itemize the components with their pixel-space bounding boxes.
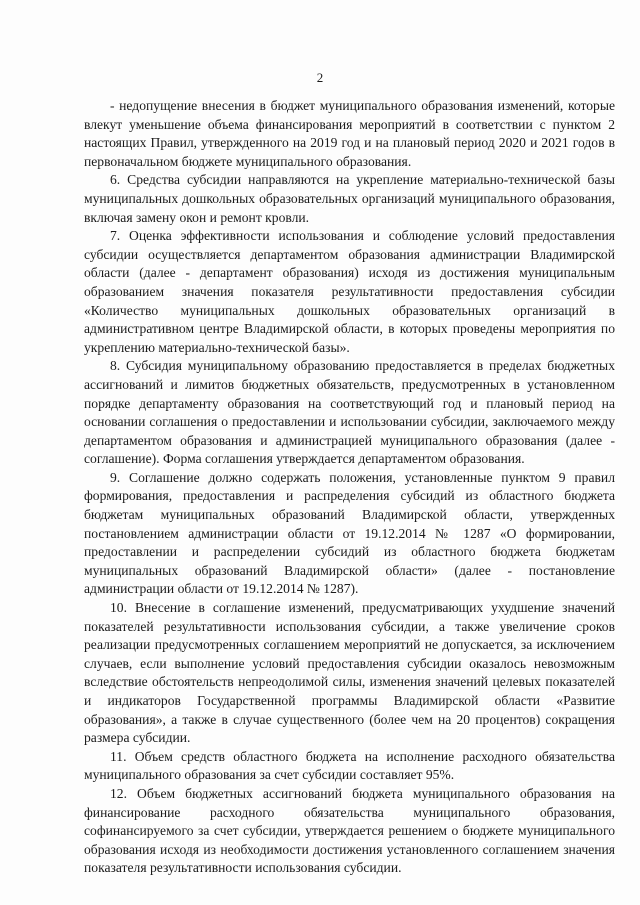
paragraph-1: - недопущение внесения в бюджет муниципального образования изменений, которые влекут уменьшение объема финансирования мероприятий в соответствии с пунктом 2 настоящих Правил, утвержденного на 2019 год и на плановый период 2020 и 2021 годов в первоначальном бюджете муниципального образования. [84,98,615,169]
paragraph-10: 10. Внесение в соглашение изменений, предусматривающих ухудшение значений показателей результативности использования субсидии, а также увеличение сроков реализации предусмотренных соглашением мероприятий не допускается, за исключением случаев, если выполнение условий предоставления субсидии оказалось невозможным вследствие обстоятельств непреодолимой силы, изменения значений целевых показателей и индикаторов Государственной программы Владимирской области «Развитие образования», а также в случае существенного (более чем на 20 процентов) сокращения размера субсидии. [84,600,615,746]
paragraph-7: 7. Оценка эффективности использования и соблюдение условий предоставления субсидии осуществляется департаментом образования администрации Владимирской области (далее - департамент образования) исходя из достижения муниципальным образованием значения показателя результативности предоставления субсидии «Количество муниципальных дошкольных образовательных организаций в административном центре Владимирской области, в которых проведены мероприятия по укреплению материально-технической базы». [84,228,615,355]
paragraph-6: 6. Средства субсидии направляются на укрепление материально-технической базы муниципальных дошкольных образовательных организаций муниципального образования, включая замену окон и ремонт кровли. [84,172,615,225]
paragraph-8: 8. Субсидия муниципальному образованию предоставляется в пределах бюджетных ассигнований и лимитов бюджетных обязательств, предусмотренных в установленном порядке департаменту образования на соответствующий год и плановый период на основании соглашения о предоставлении и использовании субсидии, заключаемого между департаментом образования и администрацией муниципального образования (далее - соглашение). Форма соглашения утверждается департаментом образования. [84,358,615,467]
paragraph-11: 11. Объем средств областного бюджета на исполнение расходного обязательства муниципального образования за счет субсидии составляет 95%. [84,748,615,783]
paragraph-12: 12. Объем бюджетных ассигнований бюджета муниципального образования на финансирование расходного обязательства муниципального образования, софинансируемого за счет субсидии, утверждается решением о бюджете муниципального образования исходя из необходимости достижения установленного соглашением значения показателя результативности использования субсидии. [84,785,615,876]
page-number: 2 [316,70,324,85]
paragraph-9: 9. Соглашение должно содержать положения, установленные пунктом 9 правил формирования, предоставления и распределения субсидий из областного бюджета бюджетам муниципальных образований Владимирской области, утвержденных постановлением администрации области от 19.12.2014 № 1287 «О формировании, предоставлении и распределении субсидий из областного бюджета бюджетам муниципальных образований Владимирской области» (далее - постановление администрации области от 19.12.2014 № 1287). [84,469,615,597]
document-body [84,97,615,878]
